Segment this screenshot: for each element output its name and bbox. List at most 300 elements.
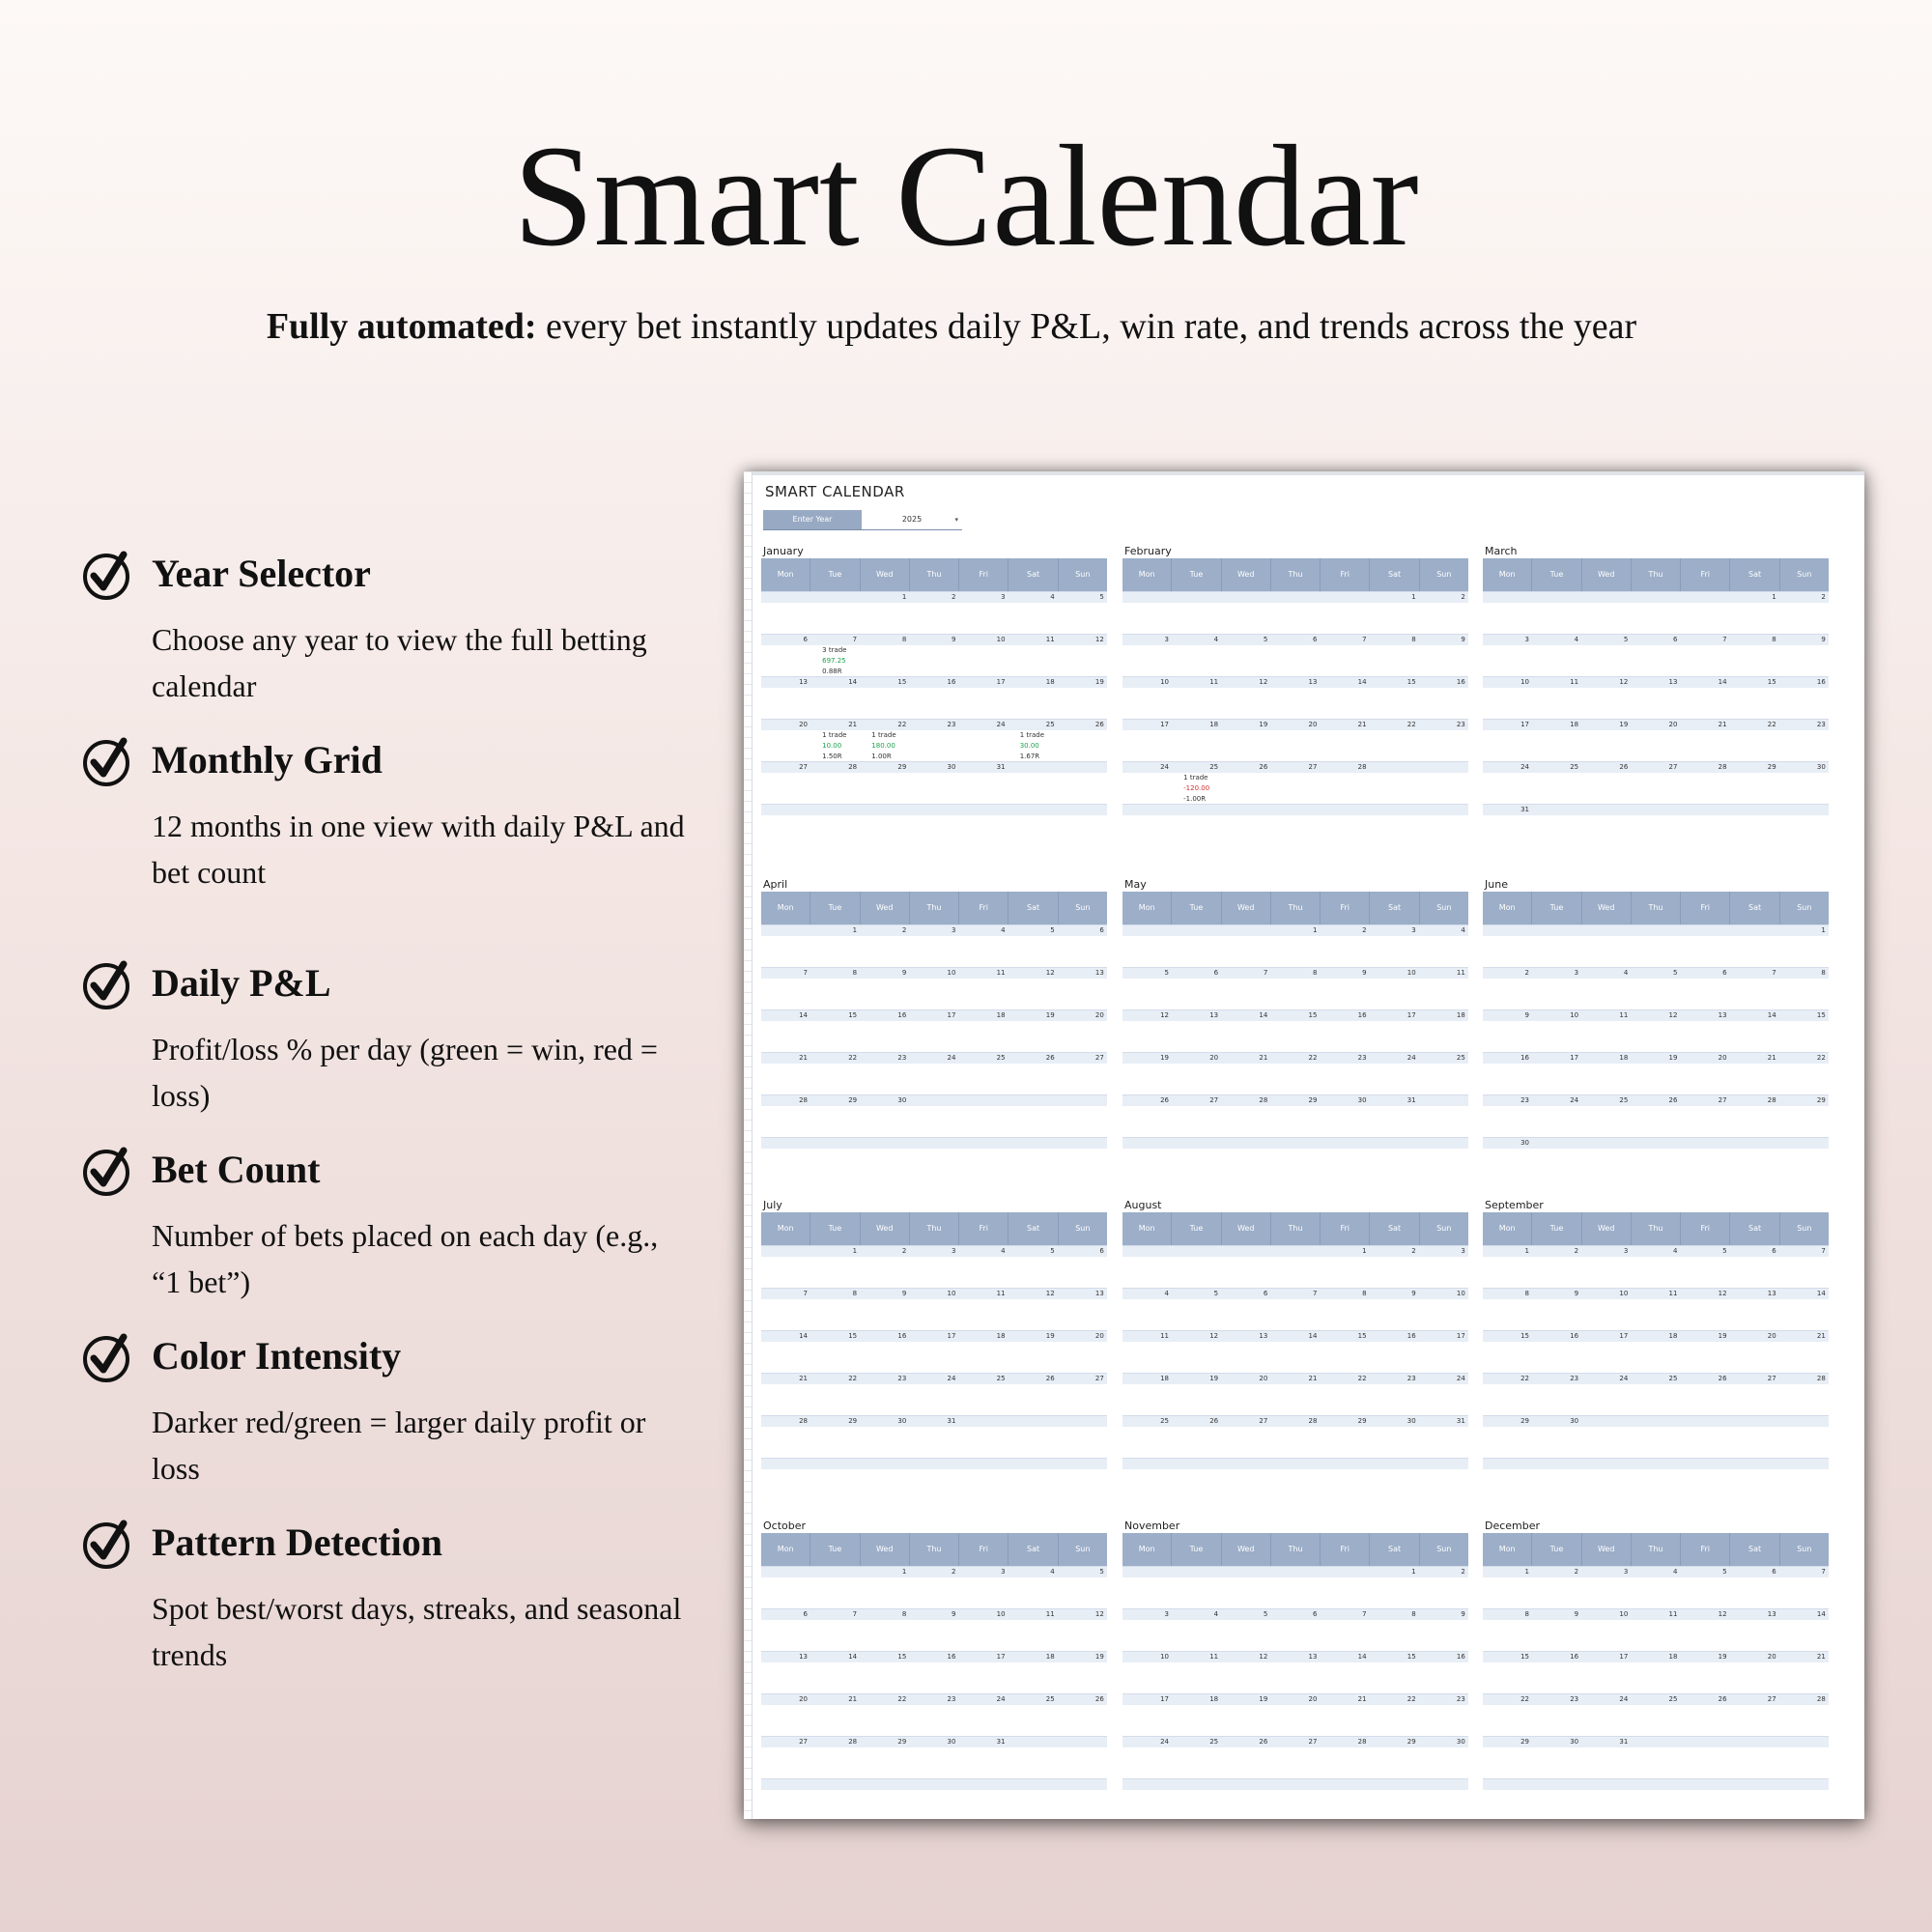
day-number[interactable]: 18: [1668, 1653, 1678, 1661]
day-number[interactable]: 5: [1050, 926, 1055, 934]
day-number[interactable]: 23: [1816, 721, 1826, 728]
day-number[interactable]: 8: [1524, 1290, 1529, 1297]
day-number[interactable]: 22: [897, 1695, 907, 1703]
day-number[interactable]: 16: [897, 1011, 907, 1019]
chevron-down-icon[interactable]: ▾: [954, 516, 958, 524]
day-number[interactable]: 2: [1574, 1568, 1579, 1576]
day-number[interactable]: 11: [1045, 636, 1055, 643]
day-number[interactable]: 18: [996, 1332, 1006, 1340]
day-number[interactable]: 9: [1411, 1290, 1416, 1297]
day-number[interactable]: 8: [1524, 1610, 1529, 1618]
day-number[interactable]: 29: [848, 1417, 858, 1425]
day-number[interactable]: 7: [1312, 1290, 1318, 1297]
day-number[interactable]: 28: [1767, 1096, 1776, 1104]
day-number[interactable]: 30: [947, 1738, 956, 1746]
day-number[interactable]: 4: [1050, 593, 1055, 601]
day-number[interactable]: 11: [1456, 969, 1465, 977]
day-number[interactable]: 20: [799, 1695, 808, 1703]
day-number[interactable]: 12: [1668, 1011, 1678, 1019]
day-number[interactable]: 23: [1406, 1375, 1416, 1382]
day-number[interactable]: 13: [799, 678, 808, 686]
day-number[interactable]: 11: [996, 1290, 1006, 1297]
day-number[interactable]: 9: [1821, 636, 1826, 643]
day-number[interactable]: 30: [1520, 1139, 1529, 1147]
day-number[interactable]: 4: [1001, 1247, 1006, 1255]
day-number[interactable]: 3: [1623, 1247, 1629, 1255]
day-number[interactable]: 27: [1308, 763, 1318, 771]
day-number[interactable]: 23: [1357, 1054, 1367, 1062]
day-number[interactable]: 12: [1045, 969, 1055, 977]
day-number[interactable]: 30: [1357, 1096, 1367, 1104]
day-number[interactable]: 28: [799, 1417, 808, 1425]
day-number[interactable]: 26: [1259, 763, 1268, 771]
day-number[interactable]: 4: [1213, 636, 1219, 643]
day-number[interactable]: 16: [1570, 1653, 1579, 1661]
day-number[interactable]: 18: [1668, 1332, 1678, 1340]
day-number[interactable]: 7: [803, 1290, 808, 1297]
day-number[interactable]: 4: [1623, 969, 1629, 977]
day-number[interactable]: 28: [1718, 763, 1727, 771]
day-number[interactable]: 24: [1406, 1054, 1416, 1062]
day-number[interactable]: 23: [947, 721, 956, 728]
day-number[interactable]: 11: [1570, 678, 1579, 686]
day-number[interactable]: 5: [1050, 1247, 1055, 1255]
day-number[interactable]: 16: [1456, 678, 1465, 686]
day-number[interactable]: 8: [1411, 1610, 1416, 1618]
day-number[interactable]: 2: [1461, 1568, 1465, 1576]
day-number[interactable]: 18: [1209, 721, 1219, 728]
day-number[interactable]: 14: [1718, 678, 1727, 686]
day-number[interactable]: 6: [1099, 1247, 1104, 1255]
day-number[interactable]: 23: [1570, 1695, 1579, 1703]
day-number[interactable]: 28: [1259, 1096, 1268, 1104]
day-number[interactable]: 12: [1259, 1653, 1268, 1661]
day-number[interactable]: 13: [799, 1653, 808, 1661]
day-number[interactable]: 8: [901, 636, 907, 643]
day-number[interactable]: 25: [1619, 1096, 1629, 1104]
day-number[interactable]: 8: [1362, 1290, 1367, 1297]
day-number[interactable]: 3: [1164, 1610, 1169, 1618]
day-number[interactable]: 29: [1520, 1738, 1529, 1746]
day-number[interactable]: 16: [1357, 1011, 1367, 1019]
day-number[interactable]: 2: [1524, 969, 1529, 977]
day-number[interactable]: 30: [947, 763, 956, 771]
day-number[interactable]: 20: [1767, 1653, 1776, 1661]
day-number[interactable]: 18: [1456, 1011, 1465, 1019]
day-number[interactable]: 25: [1209, 1738, 1219, 1746]
day-number[interactable]: 23: [1570, 1375, 1579, 1382]
day-number[interactable]: 13: [1718, 1011, 1727, 1019]
day-number[interactable]: 13: [1259, 1332, 1268, 1340]
day-number[interactable]: 18: [1570, 721, 1579, 728]
day-number[interactable]: 14: [1259, 1011, 1268, 1019]
day-number[interactable]: 28: [848, 1738, 858, 1746]
day-number[interactable]: 10: [996, 1610, 1006, 1618]
day-number[interactable]: 2: [1362, 926, 1367, 934]
day-number[interactable]: 28: [799, 1096, 808, 1104]
day-number[interactable]: 19: [1619, 721, 1629, 728]
day-number[interactable]: 25: [1045, 1695, 1055, 1703]
day-number[interactable]: 28: [1308, 1417, 1318, 1425]
day-number[interactable]: 6: [1213, 969, 1219, 977]
day-number[interactable]: 10: [947, 1290, 956, 1297]
day-number[interactable]: 12: [1718, 1290, 1727, 1297]
day-number[interactable]: 4: [1461, 926, 1465, 934]
day-number[interactable]: 13: [1308, 678, 1318, 686]
day-number[interactable]: 23: [947, 1695, 956, 1703]
day-number[interactable]: 13: [1767, 1610, 1776, 1618]
day-number[interactable]: 15: [1520, 1653, 1529, 1661]
day-number[interactable]: 1: [1772, 593, 1776, 601]
day-trade-summary[interactable]: [1183, 773, 1233, 805]
day-number[interactable]: 6: [1312, 1610, 1318, 1618]
day-number[interactable]: 15: [848, 1011, 858, 1019]
day-number[interactable]: 27: [799, 1738, 808, 1746]
day-number[interactable]: 9: [1362, 969, 1367, 977]
day-number[interactable]: 15: [1767, 678, 1776, 686]
day-number[interactable]: 31: [1406, 1096, 1416, 1104]
day-number[interactable]: 29: [1767, 763, 1776, 771]
day-number[interactable]: 17: [996, 1653, 1006, 1661]
year-selector[interactable]: [763, 510, 962, 530]
day-number[interactable]: 31: [1619, 1738, 1629, 1746]
day-number[interactable]: 5: [1623, 636, 1629, 643]
day-number[interactable]: 24: [1456, 1375, 1465, 1382]
day-number[interactable]: 24: [1570, 1096, 1579, 1104]
day-number[interactable]: 16: [947, 1653, 956, 1661]
day-number[interactable]: 3: [1001, 1568, 1006, 1576]
day-number[interactable]: 21: [848, 721, 858, 728]
day-number[interactable]: 29: [1308, 1096, 1318, 1104]
day-number[interactable]: 12: [1094, 636, 1104, 643]
day-number[interactable]: 7: [852, 1610, 858, 1618]
day-number[interactable]: 20: [1094, 1332, 1104, 1340]
day-number[interactable]: 21: [1816, 1332, 1826, 1340]
day-number[interactable]: 31: [947, 1417, 956, 1425]
day-number[interactable]: 14: [848, 678, 858, 686]
day-number[interactable]: 15: [1308, 1011, 1318, 1019]
day-number[interactable]: 21: [848, 1695, 858, 1703]
day-number[interactable]: 27: [1767, 1375, 1776, 1382]
day-number[interactable]: 6: [803, 1610, 808, 1618]
day-number[interactable]: 2: [1821, 593, 1826, 601]
day-number[interactable]: 6: [1772, 1568, 1776, 1576]
day-number[interactable]: 16: [1456, 1653, 1465, 1661]
day-number[interactable]: 18: [1045, 1653, 1055, 1661]
day-number[interactable]: 1: [1411, 1568, 1416, 1576]
day-number[interactable]: 14: [848, 1653, 858, 1661]
day-number[interactable]: 21: [1816, 1653, 1826, 1661]
day-number[interactable]: 3: [1164, 636, 1169, 643]
day-number[interactable]: 29: [897, 1738, 907, 1746]
day-number[interactable]: 8: [1312, 969, 1318, 977]
day-number[interactable]: 4: [1672, 1247, 1678, 1255]
day-number[interactable]: 3: [1411, 926, 1416, 934]
day-number[interactable]: 14: [1308, 1332, 1318, 1340]
day-number[interactable]: 26: [1094, 721, 1104, 728]
day-number[interactable]: 12: [1718, 1610, 1727, 1618]
day-number[interactable]: 11: [1668, 1290, 1678, 1297]
day-number[interactable]: 3: [1574, 969, 1579, 977]
day-number[interactable]: 15: [1406, 1653, 1416, 1661]
day-number[interactable]: 19: [1668, 1054, 1678, 1062]
day-number[interactable]: 29: [897, 763, 907, 771]
day-number[interactable]: 21: [1308, 1375, 1318, 1382]
day-number[interactable]: 25: [1456, 1054, 1465, 1062]
day-number[interactable]: 25: [1160, 1417, 1169, 1425]
day-number[interactable]: 9: [1461, 636, 1465, 643]
day-number[interactable]: 7: [803, 969, 808, 977]
day-number[interactable]: 30: [1456, 1738, 1465, 1746]
day-number[interactable]: 15: [848, 1332, 858, 1340]
day-number[interactable]: 5: [1722, 1568, 1727, 1576]
day-number[interactable]: 20: [799, 721, 808, 728]
day-number[interactable]: 5: [1099, 593, 1104, 601]
day-number[interactable]: 7: [1362, 636, 1367, 643]
day-number[interactable]: 9: [1574, 1290, 1579, 1297]
day-trade-summary[interactable]: [822, 730, 871, 762]
day-number[interactable]: 29: [1357, 1417, 1367, 1425]
day-number[interactable]: 27: [1718, 1096, 1727, 1104]
day-number[interactable]: 13: [1094, 1290, 1104, 1297]
day-number[interactable]: 19: [1160, 1054, 1169, 1062]
day-number[interactable]: 15: [897, 678, 907, 686]
day-number[interactable]: 24: [996, 721, 1006, 728]
day-number[interactable]: 24: [947, 1375, 956, 1382]
day-number[interactable]: 16: [1816, 678, 1826, 686]
day-number[interactable]: 7: [852, 636, 858, 643]
day-number[interactable]: 7: [1772, 969, 1776, 977]
day-number[interactable]: 6: [1772, 1247, 1776, 1255]
day-number[interactable]: 2: [901, 1247, 907, 1255]
day-number[interactable]: 5: [1213, 1290, 1219, 1297]
day-number[interactable]: 19: [1094, 1653, 1104, 1661]
day-number[interactable]: 28: [1357, 1738, 1367, 1746]
day-number[interactable]: 20: [1308, 721, 1318, 728]
day-number[interactable]: 17: [1160, 721, 1169, 728]
day-number[interactable]: 28: [1816, 1695, 1826, 1703]
day-number[interactable]: 31: [996, 1738, 1006, 1746]
day-number[interactable]: 24: [947, 1054, 956, 1062]
day-number[interactable]: 30: [1570, 1738, 1579, 1746]
day-number[interactable]: 14: [1767, 1011, 1776, 1019]
day-trade-summary[interactable]: [1020, 730, 1069, 762]
day-number[interactable]: 10: [947, 969, 956, 977]
day-number[interactable]: 10: [1520, 678, 1529, 686]
day-number[interactable]: 13: [1668, 678, 1678, 686]
day-number[interactable]: 22: [1406, 1695, 1416, 1703]
day-number[interactable]: 12: [1259, 678, 1268, 686]
day-number[interactable]: 16: [1406, 1332, 1416, 1340]
day-number[interactable]: 7: [1722, 636, 1727, 643]
day-number[interactable]: 6: [803, 636, 808, 643]
day-number[interactable]: 1: [1524, 1247, 1529, 1255]
day-number[interactable]: 12: [1094, 1610, 1104, 1618]
day-number[interactable]: 30: [1406, 1417, 1416, 1425]
day-number[interactable]: 23: [1456, 1695, 1465, 1703]
day-number[interactable]: 25: [1668, 1695, 1678, 1703]
day-number[interactable]: 11: [1160, 1332, 1169, 1340]
day-number[interactable]: 10: [1619, 1610, 1629, 1618]
day-number[interactable]: 4: [1001, 926, 1006, 934]
day-number[interactable]: 20: [1308, 1695, 1318, 1703]
day-number[interactable]: 19: [1718, 1653, 1727, 1661]
day-number[interactable]: 26: [1094, 1695, 1104, 1703]
day-number[interactable]: 28: [1816, 1375, 1826, 1382]
day-number[interactable]: 1: [1312, 926, 1318, 934]
day-number[interactable]: 6: [1099, 926, 1104, 934]
day-number[interactable]: 23: [1520, 1096, 1529, 1104]
day-number[interactable]: 20: [1209, 1054, 1219, 1062]
day-number[interactable]: 17: [1160, 1695, 1169, 1703]
day-number[interactable]: 25: [996, 1375, 1006, 1382]
day-number[interactable]: 3: [1461, 1247, 1465, 1255]
day-number[interactable]: 12: [1045, 1290, 1055, 1297]
day-number[interactable]: 4: [1672, 1568, 1678, 1576]
day-number[interactable]: 24: [1160, 1738, 1169, 1746]
day-number[interactable]: 10: [996, 636, 1006, 643]
day-number[interactable]: 3: [951, 926, 956, 934]
day-number[interactable]: 11: [1209, 678, 1219, 686]
day-number[interactable]: 11: [1619, 1011, 1629, 1019]
day-number[interactable]: 19: [1045, 1332, 1055, 1340]
day-number[interactable]: 8: [1772, 636, 1776, 643]
day-number[interactable]: 11: [996, 969, 1006, 977]
day-number[interactable]: 26: [1668, 1096, 1678, 1104]
day-number[interactable]: 28: [848, 763, 858, 771]
day-number[interactable]: 9: [951, 636, 956, 643]
day-number[interactable]: 5: [1722, 1247, 1727, 1255]
day-number[interactable]: 27: [1308, 1738, 1318, 1746]
day-number[interactable]: 8: [852, 969, 858, 977]
day-number[interactable]: 5: [1263, 1610, 1268, 1618]
day-number[interactable]: 7: [1821, 1247, 1826, 1255]
day-number[interactable]: 25: [1209, 763, 1219, 771]
day-number[interactable]: 13: [1308, 1653, 1318, 1661]
year-dropdown[interactable]: [862, 510, 962, 529]
day-number[interactable]: 18: [996, 1011, 1006, 1019]
day-number[interactable]: 24: [1520, 763, 1529, 771]
day-number[interactable]: 10: [1160, 1653, 1169, 1661]
day-number[interactable]: 22: [1520, 1695, 1529, 1703]
day-number[interactable]: 2: [951, 593, 956, 601]
day-number[interactable]: 14: [1357, 678, 1367, 686]
day-number[interactable]: 26: [1160, 1096, 1169, 1104]
day-number[interactable]: 26: [1718, 1695, 1727, 1703]
day-number[interactable]: 20: [1767, 1332, 1776, 1340]
day-number[interactable]: 1: [1821, 926, 1826, 934]
day-number[interactable]: 30: [1816, 763, 1826, 771]
day-number[interactable]: 1: [852, 926, 858, 934]
day-number[interactable]: 13: [1094, 969, 1104, 977]
day-number[interactable]: 3: [951, 1247, 956, 1255]
day-number[interactable]: 4: [1164, 1290, 1169, 1297]
day-number[interactable]: 6: [1312, 636, 1318, 643]
day-number[interactable]: 15: [1520, 1332, 1529, 1340]
day-number[interactable]: 9: [901, 1290, 907, 1297]
day-number[interactable]: 21: [1357, 1695, 1367, 1703]
day-number[interactable]: 30: [897, 1417, 907, 1425]
day-number[interactable]: 29: [1520, 1417, 1529, 1425]
day-number[interactable]: 2: [1574, 1247, 1579, 1255]
day-number[interactable]: 26: [1209, 1417, 1219, 1425]
day-number[interactable]: 24: [996, 1695, 1006, 1703]
day-number[interactable]: 17: [947, 1011, 956, 1019]
day-number[interactable]: 22: [1406, 721, 1416, 728]
day-number[interactable]: 23: [897, 1054, 907, 1062]
day-number[interactable]: 16: [1570, 1332, 1579, 1340]
day-number[interactable]: 17: [1456, 1332, 1465, 1340]
day-number[interactable]: 19: [1209, 1375, 1219, 1382]
day-number[interactable]: 29: [1406, 1738, 1416, 1746]
day-number[interactable]: 14: [1816, 1290, 1826, 1297]
day-number[interactable]: 27: [1259, 1417, 1268, 1425]
day-number[interactable]: 17: [1570, 1054, 1579, 1062]
day-number[interactable]: 26: [1045, 1054, 1055, 1062]
day-number[interactable]: 5: [1263, 636, 1268, 643]
day-number[interactable]: 31: [996, 763, 1006, 771]
day-number[interactable]: 19: [1718, 1332, 1727, 1340]
day-number[interactable]: 2: [951, 1568, 956, 1576]
day-number[interactable]: 26: [1718, 1375, 1727, 1382]
day-number[interactable]: 12: [1160, 1011, 1169, 1019]
day-number[interactable]: 7: [1263, 969, 1268, 977]
day-number[interactable]: 21: [799, 1375, 808, 1382]
day-number[interactable]: 5: [1164, 969, 1169, 977]
day-number[interactable]: 11: [1209, 1653, 1219, 1661]
day-number[interactable]: 18: [1045, 678, 1055, 686]
day-number[interactable]: 14: [799, 1011, 808, 1019]
day-number[interactable]: 18: [1209, 1695, 1219, 1703]
day-number[interactable]: 26: [1619, 763, 1629, 771]
day-number[interactable]: 25: [1045, 721, 1055, 728]
day-number[interactable]: 2: [901, 926, 907, 934]
day-number[interactable]: 14: [799, 1332, 808, 1340]
day-number[interactable]: 29: [1816, 1096, 1826, 1104]
day-number[interactable]: 21: [1767, 1054, 1776, 1062]
day-number[interactable]: 7: [1362, 1610, 1367, 1618]
day-number[interactable]: 17: [947, 1332, 956, 1340]
day-number[interactable]: 15: [1816, 1011, 1826, 1019]
day-number[interactable]: 17: [1619, 1653, 1629, 1661]
day-number[interactable]: 8: [901, 1610, 907, 1618]
day-number[interactable]: 22: [1308, 1054, 1318, 1062]
day-number[interactable]: 10: [1619, 1290, 1629, 1297]
day-number[interactable]: 19: [1045, 1011, 1055, 1019]
day-number[interactable]: 20: [1259, 1375, 1268, 1382]
day-number[interactable]: 31: [1520, 806, 1529, 813]
day-number[interactable]: 27: [1668, 763, 1678, 771]
day-number[interactable]: 27: [1094, 1054, 1104, 1062]
day-number[interactable]: 8: [852, 1290, 858, 1297]
day-number[interactable]: 28: [1357, 763, 1367, 771]
day-number[interactable]: 23: [1456, 721, 1465, 728]
day-number[interactable]: 9: [1461, 1610, 1465, 1618]
day-number[interactable]: 17: [1619, 1332, 1629, 1340]
day-number[interactable]: 1: [901, 1568, 907, 1576]
day-number[interactable]: 9: [951, 1610, 956, 1618]
day-number[interactable]: 22: [848, 1375, 858, 1382]
day-number[interactable]: 25: [1668, 1375, 1678, 1382]
day-number[interactable]: 2: [1461, 593, 1465, 601]
day-number[interactable]: 4: [1213, 1610, 1219, 1618]
day-number[interactable]: 30: [1570, 1417, 1579, 1425]
day-number[interactable]: 10: [1456, 1290, 1465, 1297]
day-number[interactable]: 30: [897, 1096, 907, 1104]
day-number[interactable]: 21: [799, 1054, 808, 1062]
day-number[interactable]: 16: [1520, 1054, 1529, 1062]
day-number[interactable]: 1: [1411, 593, 1416, 601]
